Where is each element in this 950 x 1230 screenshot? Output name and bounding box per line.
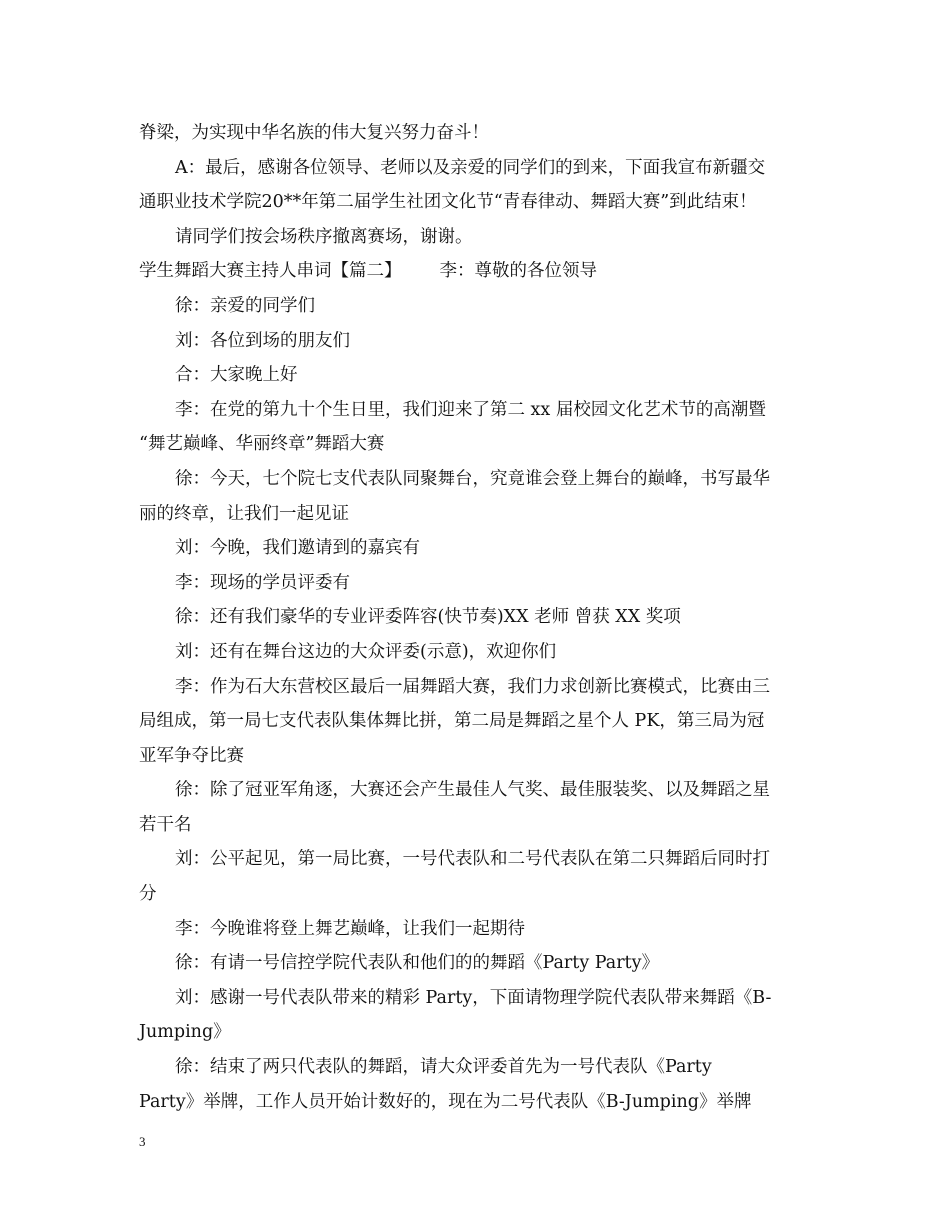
text-line <box>139 1050 811 1085</box>
line-text: 李：在党的第九十个生日里，我们迎来了第二 xx 届校园文化艺术节的高潮暨 <box>175 399 766 420</box>
line-text: 徐：结束了两只代表队的舞蹈，请大众评委首先为一号代表队《Party <box>175 1057 712 1078</box>
text-line <box>139 185 811 220</box>
text-line <box>139 704 811 739</box>
line-text: 徐：除了冠亚军角逐，大赛还会产生最佳人气奖、最佳服装奖、以及舞蹈之星 <box>175 780 770 801</box>
text-line <box>139 877 811 912</box>
text-line <box>139 600 811 635</box>
line-text: 李：现场的学员评委有 <box>175 572 350 593</box>
line-text: A：最后，感谢各位领导、老师以及亲爱的同学们的到来，下面我宣布新疆交 <box>175 157 766 178</box>
text-line <box>139 324 811 359</box>
line-text: Party》举牌，工作人员开始计数好的，现在为二号代表队《B-Jumping》举牌 <box>139 1091 752 1112</box>
text-line <box>139 254 811 289</box>
line-text: 刘：各位到场的朋友们 <box>175 330 350 351</box>
page-number: 3 <box>139 1134 146 1149</box>
line-text: 刘：感谢一号代表队带来的精彩 Party，下面请物理学院代表队带来舞蹈《B- <box>175 987 772 1008</box>
line-text: 合：大家晚上好 <box>175 365 298 386</box>
line-text: 学生舞蹈大赛主持人串词【篇二】 <box>139 261 402 282</box>
line-text: 通职业技术学院20**年第二届学生社团文化节“青春律动、舞蹈大赛”到此结束！ <box>139 192 757 213</box>
text-line <box>139 497 811 532</box>
text-line <box>139 842 811 877</box>
line-text: 若干名 <box>139 814 192 835</box>
line-text: 亚军争夺比赛 <box>139 745 244 766</box>
text-line <box>139 220 811 255</box>
line-text: 李：今晚谁将登上舞艺巅峰，让我们一起期待 <box>175 918 525 939</box>
text-line <box>139 981 811 1016</box>
text-line <box>139 670 811 705</box>
text-line <box>139 289 811 324</box>
text-line <box>139 1015 811 1050</box>
text-line <box>139 358 811 393</box>
text-line <box>139 151 811 186</box>
line-text: 徐：今天，七个院七支代表队同聚舞台，究竟谁会登上舞台的巅峰，书写最华 <box>175 468 770 489</box>
text-line <box>139 808 811 843</box>
text-line <box>139 462 811 497</box>
text-line <box>139 531 811 566</box>
line-text: 刘：今晚，我们邀请到的嘉宾有 <box>175 538 420 559</box>
text-line <box>139 773 811 808</box>
line-text: Jumping》 <box>139 1022 231 1043</box>
text-line <box>139 393 811 428</box>
text-line <box>139 946 811 981</box>
text-line <box>139 566 811 601</box>
line-text: 脊梁，为实现中华名族的伟大复兴努力奋斗！ <box>139 123 489 143</box>
line-text: 李：作为石大东营校区最后一届舞蹈大赛，我们力求创新比赛模式，比赛由三 <box>175 676 770 697</box>
line-text: 分 <box>139 884 157 905</box>
document-body <box>139 116 811 1119</box>
line-text: 徐：还有我们豪华的专业评委阵容(快节奏)XX 老师 曾获 XX 奖项 <box>175 607 681 628</box>
line-text: 请同学们按会场秩序撤离赛场，谢谢。 <box>175 226 473 247</box>
line-text: 刘：公平起见，第一局比赛，一号代表队和二号代表队在第二只舞蹈后同时打 <box>175 849 770 870</box>
line-text: “舞艺巅峰、华丽终章”舞蹈大赛 <box>139 434 385 455</box>
line-text: 丽的终章，让我们一起见证 <box>139 503 349 524</box>
line-text: 局组成，第一局七支代表队集体舞比拼，第二局是舞蹈之星个人 PK，第三局为冠 <box>139 711 765 732</box>
text-line <box>139 116 811 151</box>
line-text: 刘：还有在舞台这边的大众评委(示意)，欢迎你们 <box>175 641 557 662</box>
text-line <box>139 1085 811 1120</box>
line-text-trailing: 李：尊敬的各位领导 <box>439 261 597 282</box>
text-line <box>139 635 811 670</box>
text-line <box>139 912 811 947</box>
line-text: 徐：有请一号信控学院代表队和他们的的舞蹈《Party Party》 <box>175 953 659 974</box>
line-text: 徐：亲爱的同学们 <box>175 295 315 316</box>
text-line <box>139 427 811 462</box>
text-line <box>139 739 811 774</box>
